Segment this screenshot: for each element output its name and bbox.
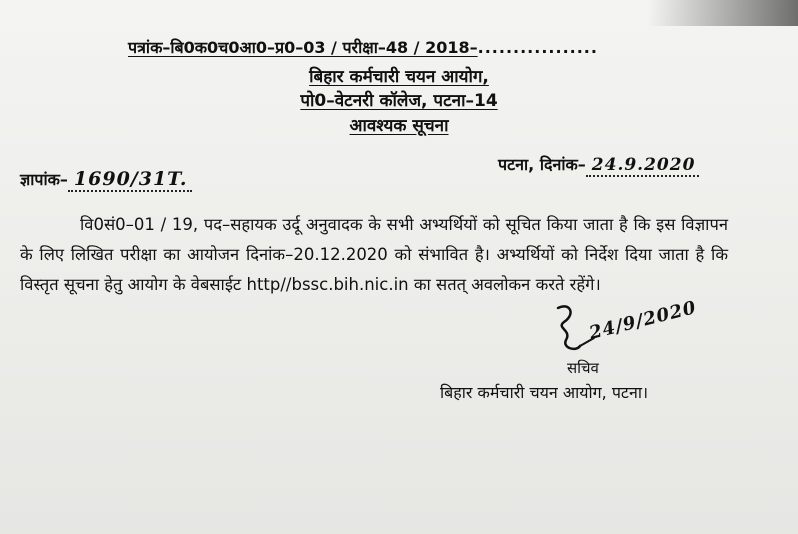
- notice-title: आवश्यक सूचना: [349, 116, 449, 136]
- reference-dots: .................: [477, 38, 598, 57]
- memo-label: ज्ञापांक–: [20, 170, 68, 189]
- notice-body: वि0सं0–01 / 19, पद–सहायक उर्दू अनुवादक के सभी अभ्यर्थियों को सूचित किया जाता है कि इस विज्ञापन के लिए लिखित परीक्षा का आयोजन दिनांक–20.12.2020 को संभावित है। अभ्यर्थियों को निर्देश दिया जाता है कि विस्तृत सूचना हेतु आयोग के वेबसाईट http//bssc.bih.nic.in का सतत् अवलोकन करते रहेंगे।: [20, 215, 728, 294]
- reference-line: पत्रांक–बि0क0च0आ0–प्र0–03 / परीक्षा–48 / 2018–: [128, 38, 478, 57]
- signatory-office: बिहार कर्मचारी चयन आयोग, पटना।: [440, 383, 649, 402]
- place-label: पटना, दिनांक–: [498, 155, 586, 174]
- memo-number: 1690/31T.: [68, 168, 192, 192]
- signatory-designation: सचिव: [567, 359, 599, 377]
- place-date-line: [498, 153, 699, 177]
- signature-date: 24/9/2020: [587, 297, 699, 344]
- organization-name: बिहार कर्मचारी चयन आयोग,: [309, 67, 489, 87]
- memo-number-line: [20, 168, 192, 192]
- organization-address: पो0–वेटनरी कॉलेज, पटना–14: [300, 91, 498, 111]
- page-edge-shadow: [648, 0, 798, 26]
- reference-number: [128, 36, 598, 58]
- handwritten-date: 24.9.2020: [586, 155, 700, 177]
